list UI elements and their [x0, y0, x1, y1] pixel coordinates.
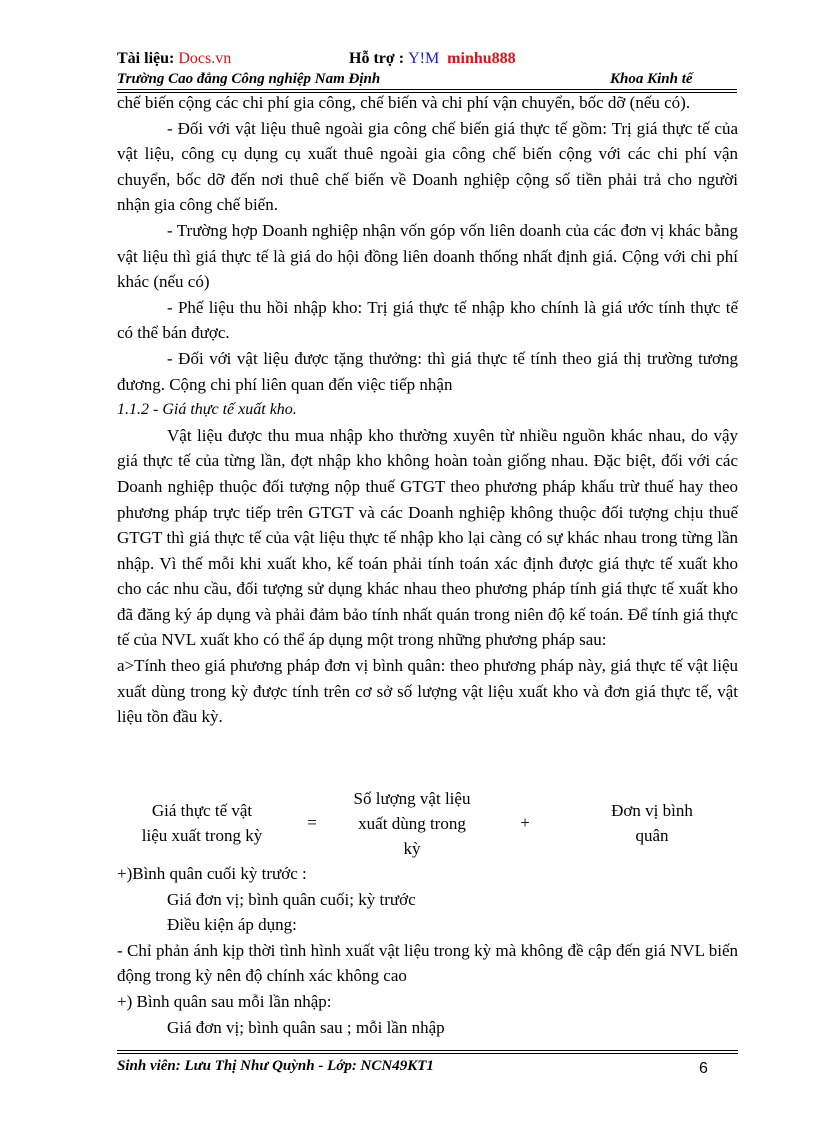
paragraph: - Phế liệu thu hồi nhập kho: Trị giá thực tế nhập kho chính là giá ước tính thực tế có thể bán được. — [117, 297, 738, 343]
formula-mid-line: kỳ — [403, 839, 421, 858]
footer-rule-2 — [117, 1053, 738, 1054]
paragraph: Giá đơn vị; bình quân sau ; mỗi lần nhập — [167, 1017, 445, 1037]
formula — [117, 786, 737, 858]
paragraph: - Chỉ phản ánh kịp thời tình hình xuất vật liệu trong kỳ mà không đề cập đến giá NVL biến động trong kỳ nên độ chính xác không cao — [117, 940, 738, 986]
paragraph: +) Bình quân sau mỗi lần nhập: — [117, 991, 332, 1011]
body-text-after — [117, 861, 738, 1040]
doc-label: Tài liệu — [117, 50, 170, 67]
paragraph: - Đối với vật liệu thuê ngoài gia công chế biến giá thực tế gồm: Trị giá thực tế của vật liệu, công cụ dụng cụ xuất thuê ngoài gia công chế biến cộng với các chi phí vận chuyển, bốc dỡ đến nơi thuê chế biến về Doanh nghiệp cộng số tiền phải trả cho người nhận gia công chế biến. — [117, 118, 738, 215]
footer-rule-1 — [117, 1050, 738, 1051]
plus-sign: + — [520, 813, 530, 832]
paragraph: +)Bình quân cuối kỳ trước : — [117, 864, 307, 883]
section-heading: 1.1.2 - Giá thực tế xuất kho. — [117, 401, 297, 419]
faculty-name: Khoa Kinh tế — [610, 71, 693, 87]
docs-site-link[interactable]: Docs.vn — [178, 50, 232, 67]
page-number: 6 — [699, 1060, 708, 1077]
formula-left — [117, 798, 287, 848]
body-text — [117, 90, 738, 730]
paragraph: Vật liệu được thu mua nhập kho thường xuyên từ nhiều nguồn khác nhau, do vậy giá thực tế của từng lần, đợt nhập kho không hoàn toàn giống nhau. Đặc biệt, đối với các Doanh nghiệp thuộc đối tượng nộp thuế GTGT theo phương pháp khấu trừ thuế hay theo phương pháp trực tiếp trên GTGT và các Doanh nghiệp không thuộc đối tượng chịu thuế GTGT thì giá thực tế của vật liệu thực tế nhập kho lại càng có sự khác nhau trong từng lần nhập. Vì thế mỗi khi xuất kho, kế toán phải tính toán xác định được giá thực tế xuất kho cho các nhu cầu, đối tượng sử dụng khác nhau theo phương pháp tính giá thực tế xuất kho đã đăng ký áp dụng và phải đảm bảo tính nhất quán trong niên độ kế toán. Để tính giá thực tế của NVL xuất kho có thể áp dụng một trong những phương pháp sau: — [117, 425, 738, 650]
formula-right-line: Đơn vị bình — [611, 801, 693, 820]
support-label: Hỗ trợ — [349, 50, 395, 67]
formula-mid-line: Số lượng vật liệu — [353, 789, 471, 808]
doc-sep: : — [169, 50, 179, 67]
equals-sign: = — [307, 813, 317, 832]
support-sep: : — [394, 50, 409, 67]
paragraph: Giá đơn vị; bình quân cuối; kỳ trước — [167, 889, 416, 909]
footer-student: Sinh viên: Lưu Thị Như Quỳnh - Lớp: NCN49KT1 — [117, 1058, 434, 1074]
formula-middle — [332, 786, 492, 861]
page-header — [117, 71, 737, 88]
school-name: Trường Cao đẳng Công nghiệp Nam Định — [117, 71, 381, 87]
formula-right-line: quân — [635, 826, 669, 845]
formula-right — [577, 798, 727, 848]
paragraph: chế biến cộng các chi phí gia công, chế biến và chi phí vận chuyển, bốc dỡ (nếu có). — [117, 93, 691, 112]
support-info — [349, 50, 516, 68]
paragraph: Điều kiện áp dụng: — [167, 915, 297, 935]
ym-label: Y!M — [408, 50, 440, 67]
paragraph: a>Tính theo giá phương pháp đơn vị bình quân: theo phương pháp này, giá thực tế vật liệu xuất dùng trong kỳ được tính trên cơ sở số lượng vật liệu xuất kho và đơn giá thực tế, vật liệu tồn đầu kỳ. — [117, 656, 738, 727]
formula-left-line: Giá thực tế vật — [151, 801, 253, 820]
paragraph: - Đối với vật liệu được tặng thưởng: thì giá thực tế tính theo giá thị trường tương đương. Cộng chi phí liên quan đến việc tiếp nhận — [117, 348, 738, 394]
formula-mid-line: xuất dùng trong — [358, 814, 466, 833]
top-banner — [117, 50, 737, 68]
ym-user[interactable]: minhu888 — [447, 50, 516, 67]
formula-left-line: liệu xuất trong kỳ — [141, 826, 263, 845]
paragraph: - Trường hợp Doanh nghiệp nhận vốn góp vốn liên doanh của các đơn vị khác bằng vật liệu thì giá thực tế là giá do hội đồng liên doanh thống nhất định giá. Cộng với chi phí khác (nếu có) — [117, 220, 738, 292]
